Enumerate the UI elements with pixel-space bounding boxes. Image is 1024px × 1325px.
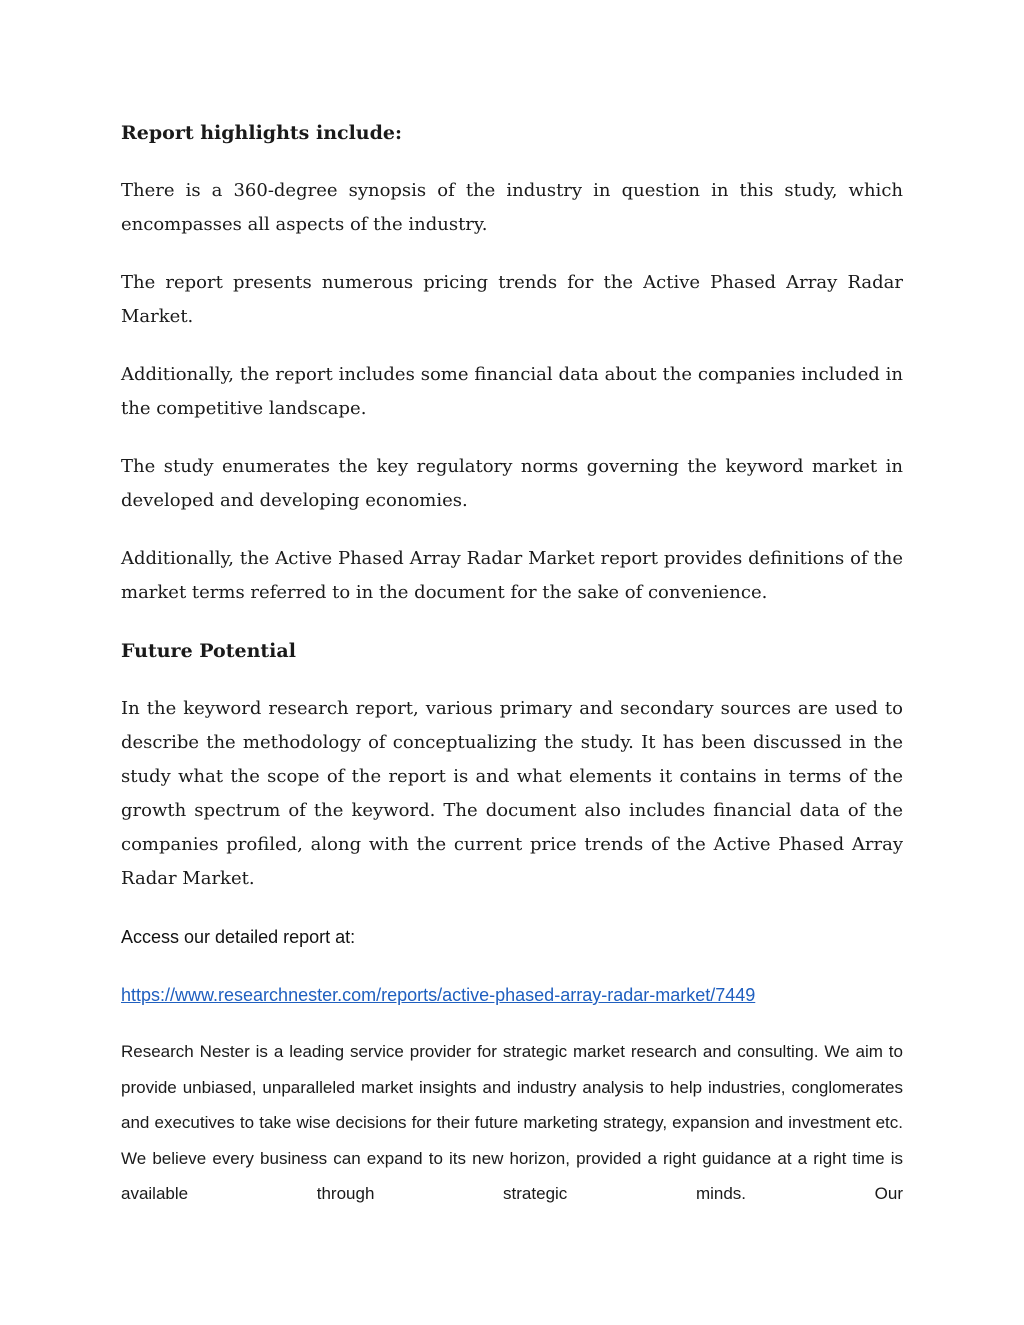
- report-highlights-heading: Report highlights include:: [121, 122, 403, 144]
- highlight-paragraph-4: The study enumerates the key regulatory norms governing the keyword market in developed and developing economies.: [121, 456, 903, 511]
- access-report-label: Access our detailed report at:: [121, 927, 356, 947]
- document-content: [121, 116, 903, 1212]
- highlight-paragraph-3: Additionally, the report includes some financial data about the companies included in the competitive landscape.: [121, 364, 903, 419]
- future-potential-paragraph: In the keyword research report, various primary and secondary sources are used to describe the methodology of conceptualizing the study. It has been discussed in the study what the scope of the report is and what elements it contains in terms of the growth spectrum of the keyword. The document also includes financial data of the companies profiled, along with the current price trends of the Active Phased Array Radar Market.: [121, 698, 903, 889]
- company-about-paragraph: Research Nester is a leading service provider for strategic market research and consulting. We aim to provide unbiased, unparalleled market insights and industry analysis to help industries, conglomerates and executives to take wise decisions for their future marketing strategy, expansion and investment etc. We believe every business can expand to its new horizon, provided a right guidance at a right time is available through strategic minds. Our: [121, 1042, 903, 1203]
- future-potential-heading: Future Potential: [121, 640, 296, 662]
- report-link[interactable]: https://www.researchnester.com/reports/active-phased-array-radar-market/7449: [121, 985, 756, 1005]
- highlight-paragraph-1: There is a 360-degree synopsis of the industry in question in this study, which encompasses all aspects of the industry.: [121, 180, 903, 235]
- highlight-paragraph-5: Additionally, the Active Phased Array Radar Market report provides definitions of the market terms referred to in the document for the sake of convenience.: [121, 548, 903, 603]
- highlight-paragraph-2: The report presents numerous pricing trends for the Active Phased Array Radar Market.: [121, 272, 903, 327]
